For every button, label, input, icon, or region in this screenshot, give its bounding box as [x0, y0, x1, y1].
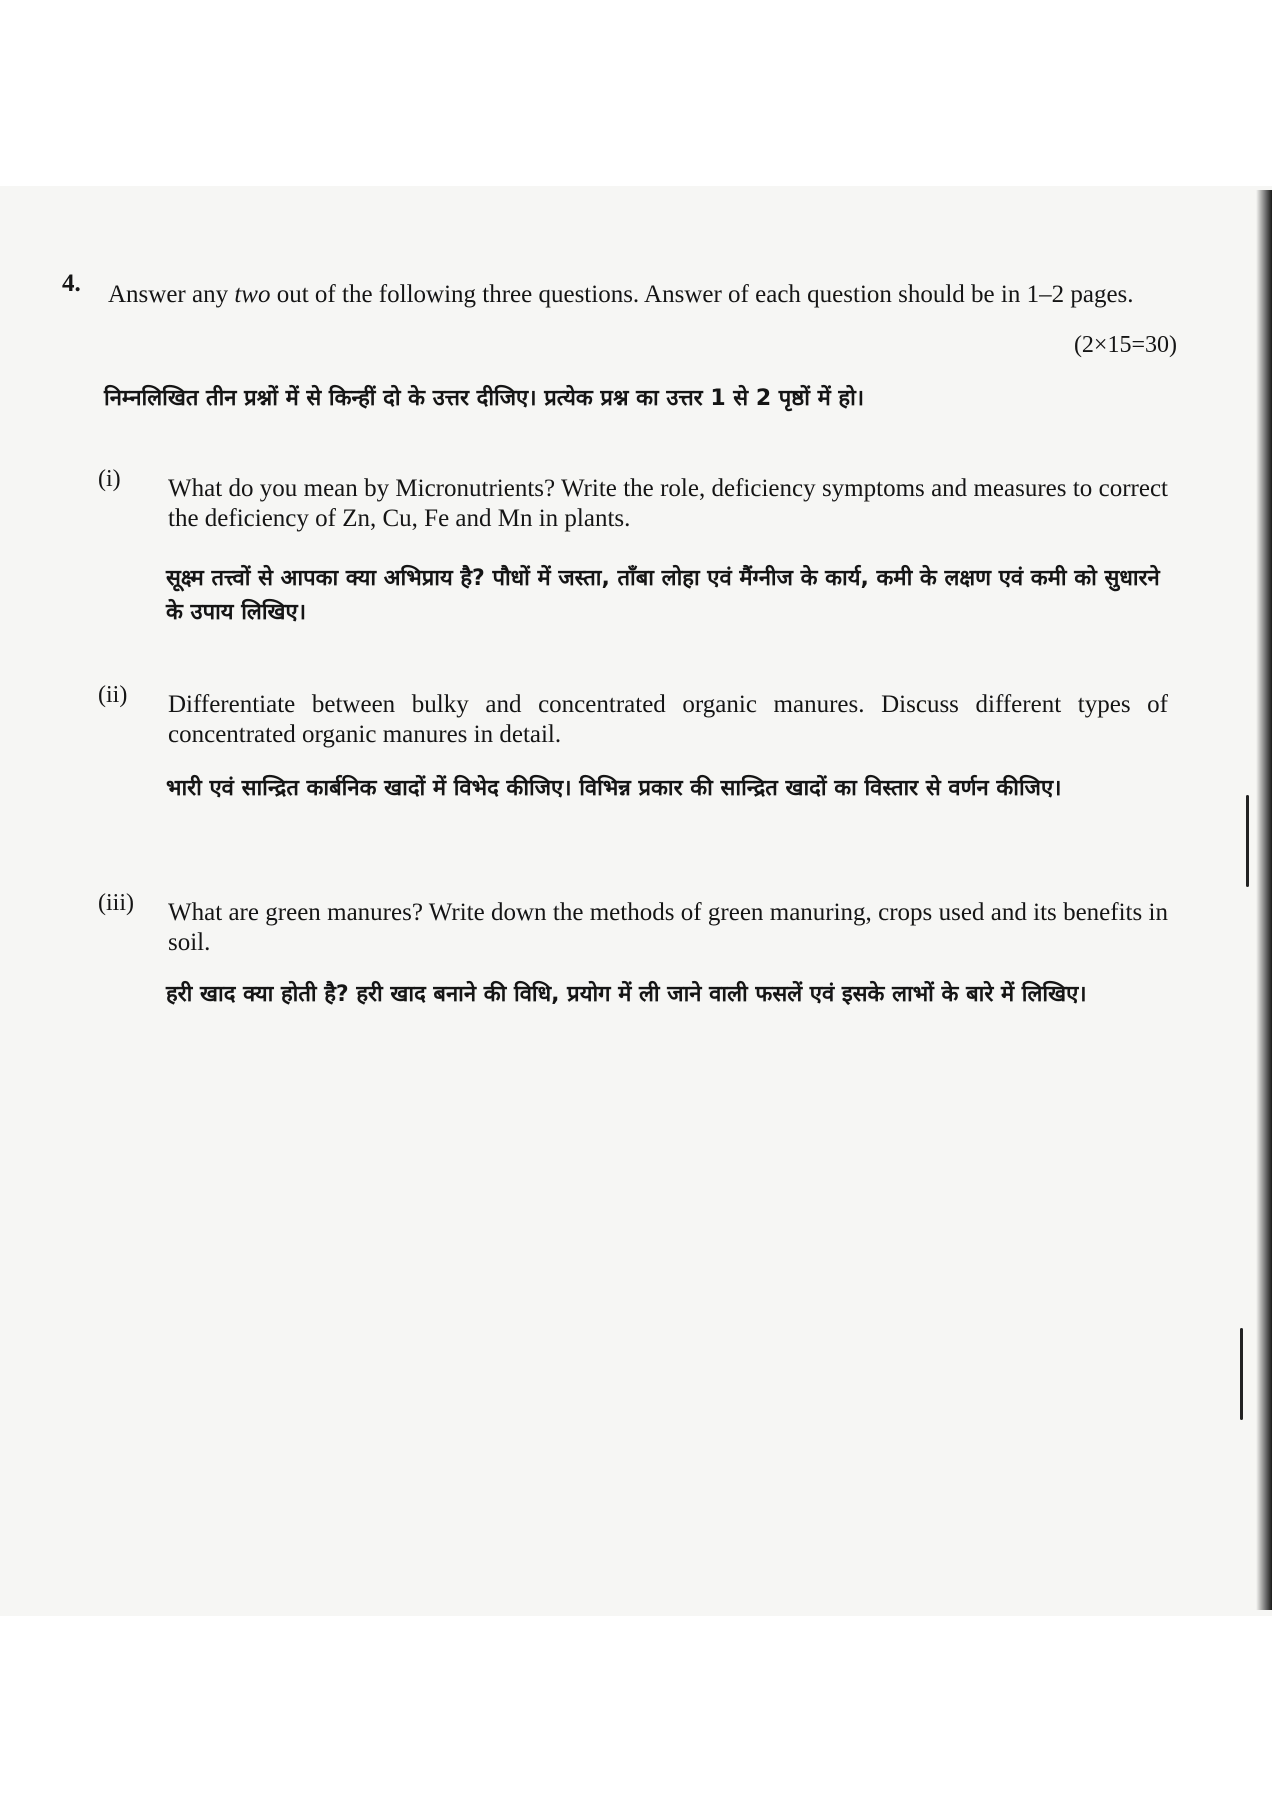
subquestion-english: What do you mean by Micronutrients? Write the role, deficiency symptoms and measures to correct the deficiency of Zn, Cu, Fe and Mn in plants. [168, 475, 1168, 532]
subquestion-english: Differentiate between bulky and concentrated organic manures. Discuss different types of concentrated organic manures in detail. [168, 691, 1168, 748]
instruction-hindi: निम्नलिखित तीन प्रश्नों में से किन्हीं दो के उत्तर दीजिए। प्रत्येक प्रश्न का उत्तर 1 से 2 पृष्ठों में हो। [104, 386, 865, 411]
instruction-english: Answer any two out of the following three questions. Answer of each question should be in 1–2 pages. [108, 281, 1134, 308]
margin-mark [1246, 795, 1249, 887]
subquestion-label: (ii) [98, 682, 128, 708]
question-number: 4. [62, 270, 81, 297]
subquestion-label: (i) [98, 466, 121, 492]
subquestion-hindi: हरी खाद क्या होती है? हरी खाद बनाने की विधि, प्रयोग में ली जाने वाली फसलें एवं इसके लाभों के बारे में लिखिए। [166, 982, 1087, 1007]
subquestion-label: (iii) [98, 890, 134, 916]
margin-mark [1240, 1328, 1243, 1420]
marks-allocation: (2×15=30) [1073, 332, 1177, 358]
page-edge-shadow [1256, 190, 1272, 1610]
subquestion-hindi: भारी एवं सान्द्रित कार्बनिक खादों में विभेद कीजिए। विभिन्न प्रकार की सान्द्रित खादों का विस्तार से वर्णन कीजिए। [166, 776, 1062, 801]
subquestion-hindi: सूक्ष्म तत्त्वों से आपका क्या अभिप्राय है? पौधों में जस्ता, ताँबा लोहा एवं मैंग्नीज के कार्य, कमी के लक्षण एवं कमी को सुधारने के उपाय लिखिए। [166, 566, 1160, 625]
subquestion-english: What are green manures? Write down the methods of green manuring, crops used and its benefits in soil. [168, 899, 1168, 956]
